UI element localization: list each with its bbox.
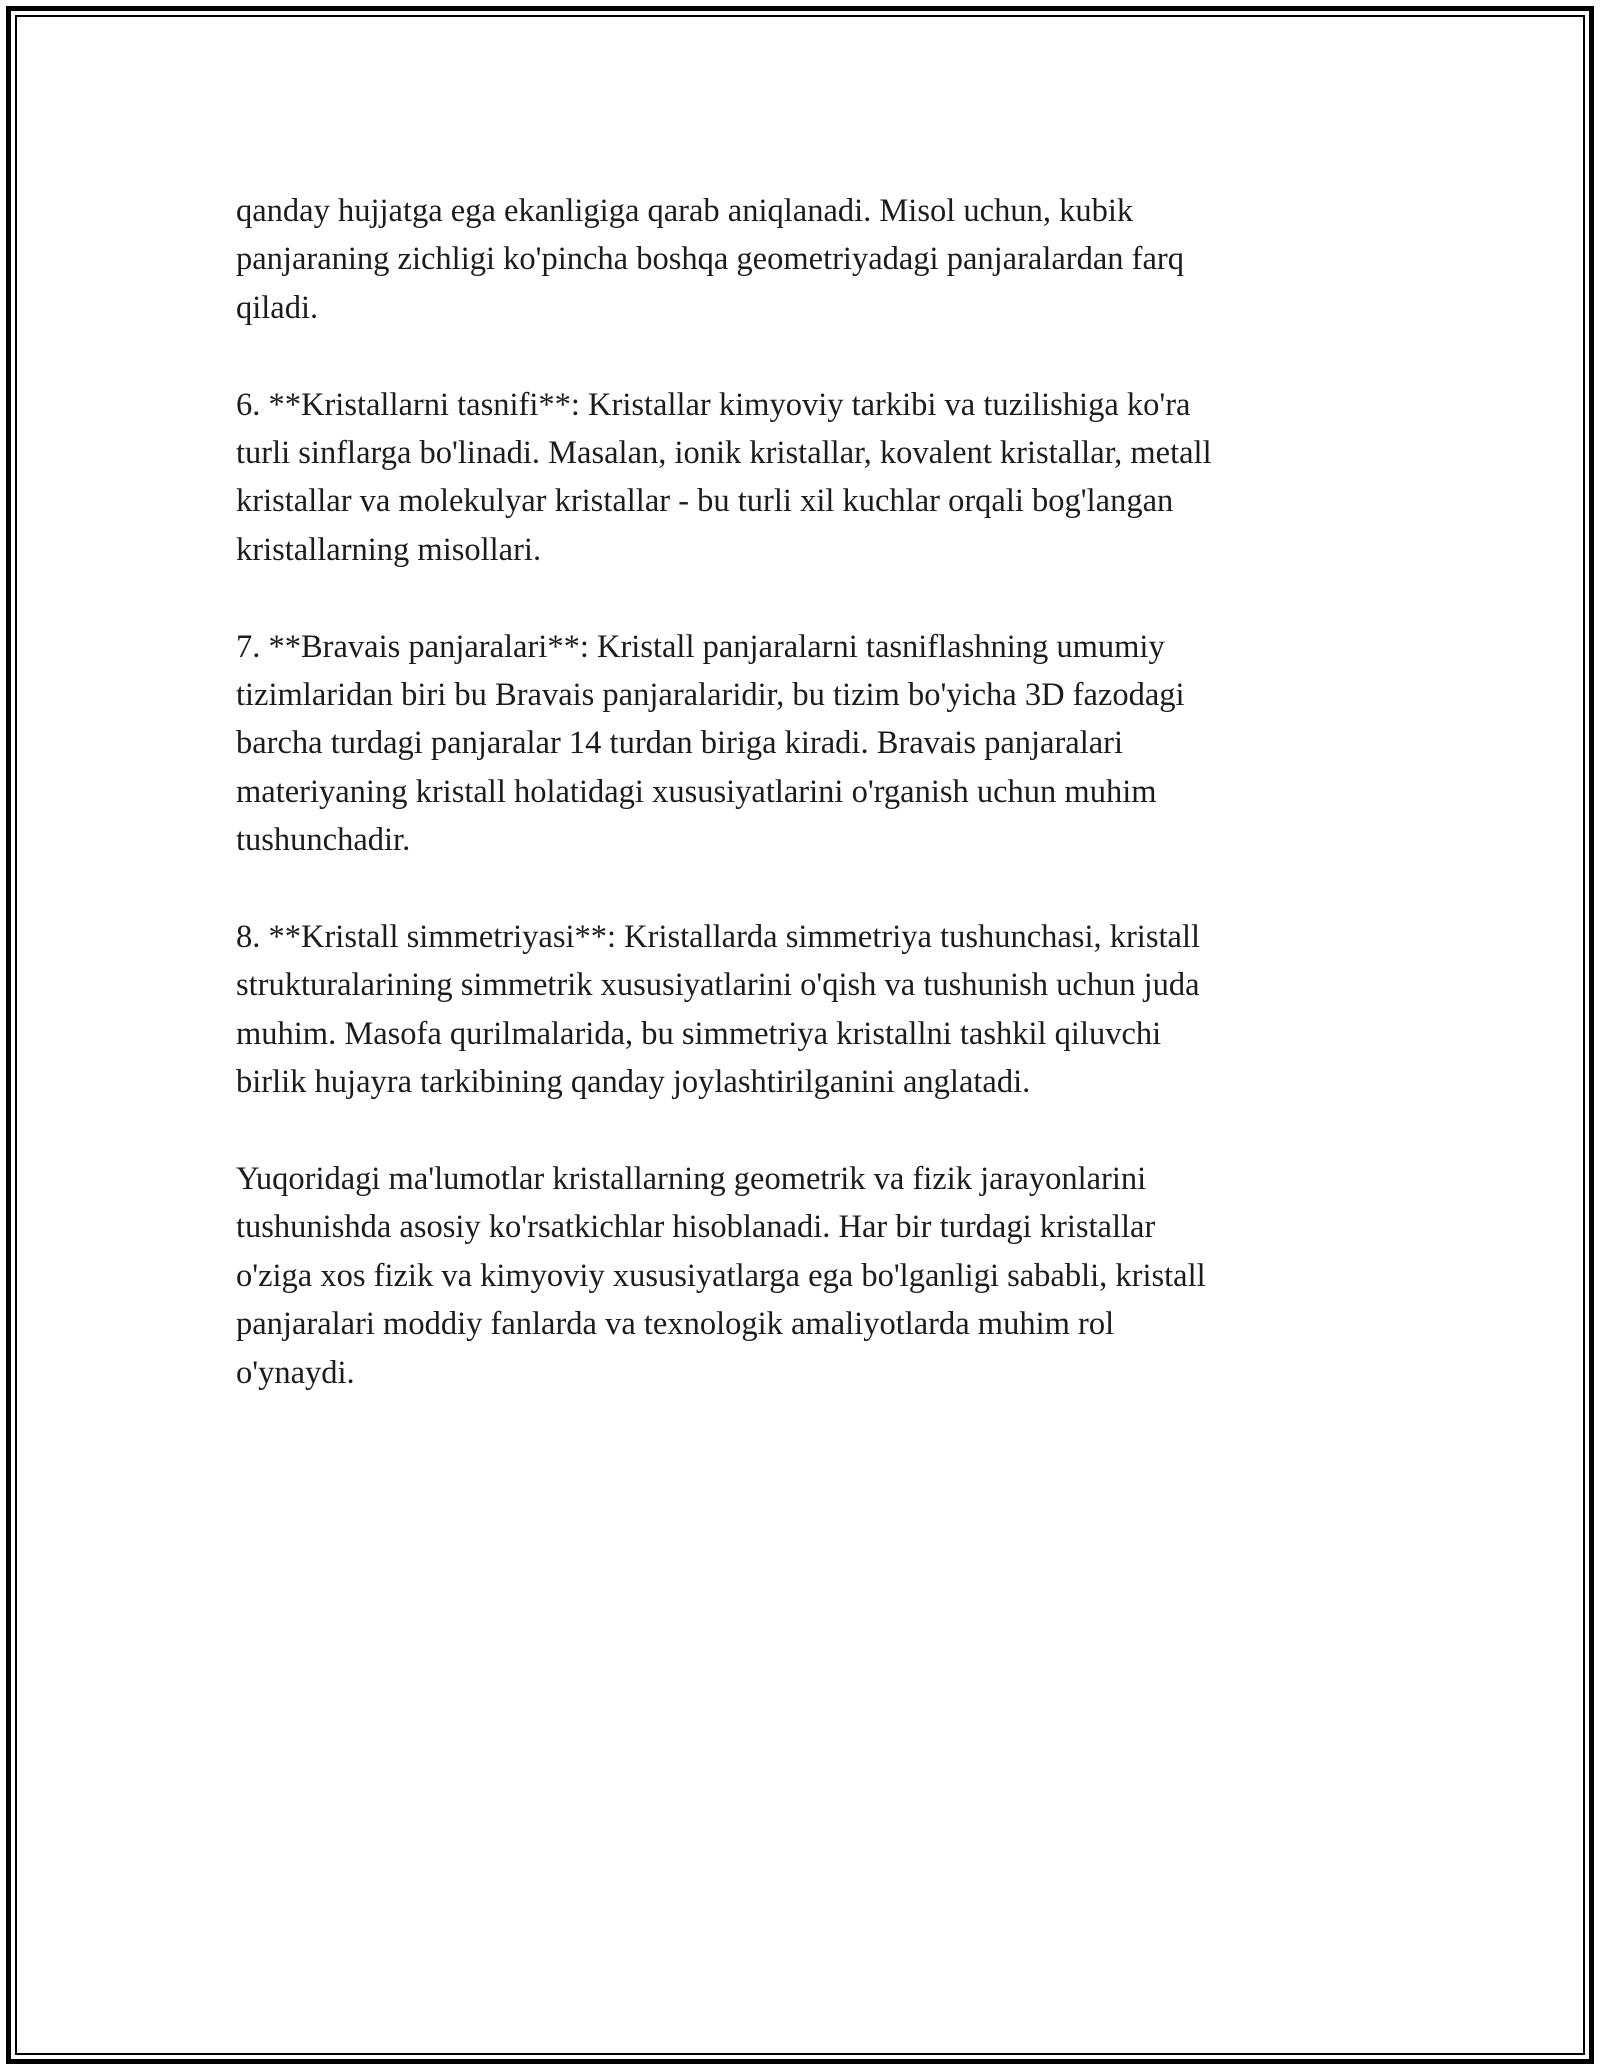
text-line: 7. **Bravais panjaralari**: Kristall panjaralarni tasniflashning umumiy [236,628,1165,665]
text-line: kristallarning misollari. [236,531,542,568]
text-line: birlik hujayra tarkibining qanday joylashtirilganini anglatadi. [236,1064,1031,1101]
text-line: o'ziga xos fizik va kimyoviy xususiyatlarga ega bo'lganligi sababli, kristall [236,1257,1206,1294]
paragraph-conclusion [236,1155,1366,1397]
text-line: qiladi. [236,289,319,326]
text-line: Yuqoridagi ma'lumotlar kristallarning geometrik va fizik jarayonlarini [236,1161,1147,1198]
text-line: 6. **Kristallarni tasnifi**: Kristallar kimyoviy tarkibi va tuzilishiga ko'ra [236,386,1191,423]
paragraph-item-6 [236,381,1366,575]
paragraph-continuation [236,187,1366,332]
text-line: materiyaning kristall holatidagi xususiyatlarini o'rganish uchun muhim [236,773,1157,810]
text-line: barcha turdagi panjaralar 14 turdan biriga kiradi. Bravais panjaralari [236,725,1124,762]
text-line: kristallar va molekulyar kristallar - bu turli xil kuchlar orqali bog'langan [236,483,1174,520]
text-line: qanday hujjatga ega ekanligiga qarab aniqlanadi. Misol uchun, kubik [236,193,1134,229]
text-line: muhim. Masofa qurilmalarida, bu simmetriya kristallni tashkil qiluvchi [236,1015,1162,1052]
text-line: panjaralari moddiy fanlarda va texnologik amaliyotlarda muhim rol [236,1306,1115,1343]
paragraph-item-8 [236,913,1366,1107]
text-line: panjaraning zichligi ko'pincha boshqa geometriyadagi panjaralardan farq [236,241,1184,278]
text-line: o'ynaydi. [236,1354,355,1391]
text-line: 8. **Kristall simmetriyasi**: Kristallarda simmetriya tushunchasi, kristall [236,919,1201,956]
text-line: tizimlaridan biri bu Bravais panjaralaridir, bu tizim bo'yicha 3D fazodagi [236,677,1185,714]
text-line: turli sinflarga bo'linadi. Masalan, ionik kristallar, kovalent kristallar, metall [236,435,1212,472]
text-line: tushunchadir. [236,822,411,859]
text-line: strukturalarining simmetrik xususiyatlarini o'qish va tushunish uchun juda [236,967,1200,1004]
paragraph-item-7 [236,623,1366,865]
document-body [236,187,1366,1445]
text-line: tushunishda asosiy ko'rsatkichlar hisoblanadi. Har bir turdagi kristallar [236,1209,1156,1246]
